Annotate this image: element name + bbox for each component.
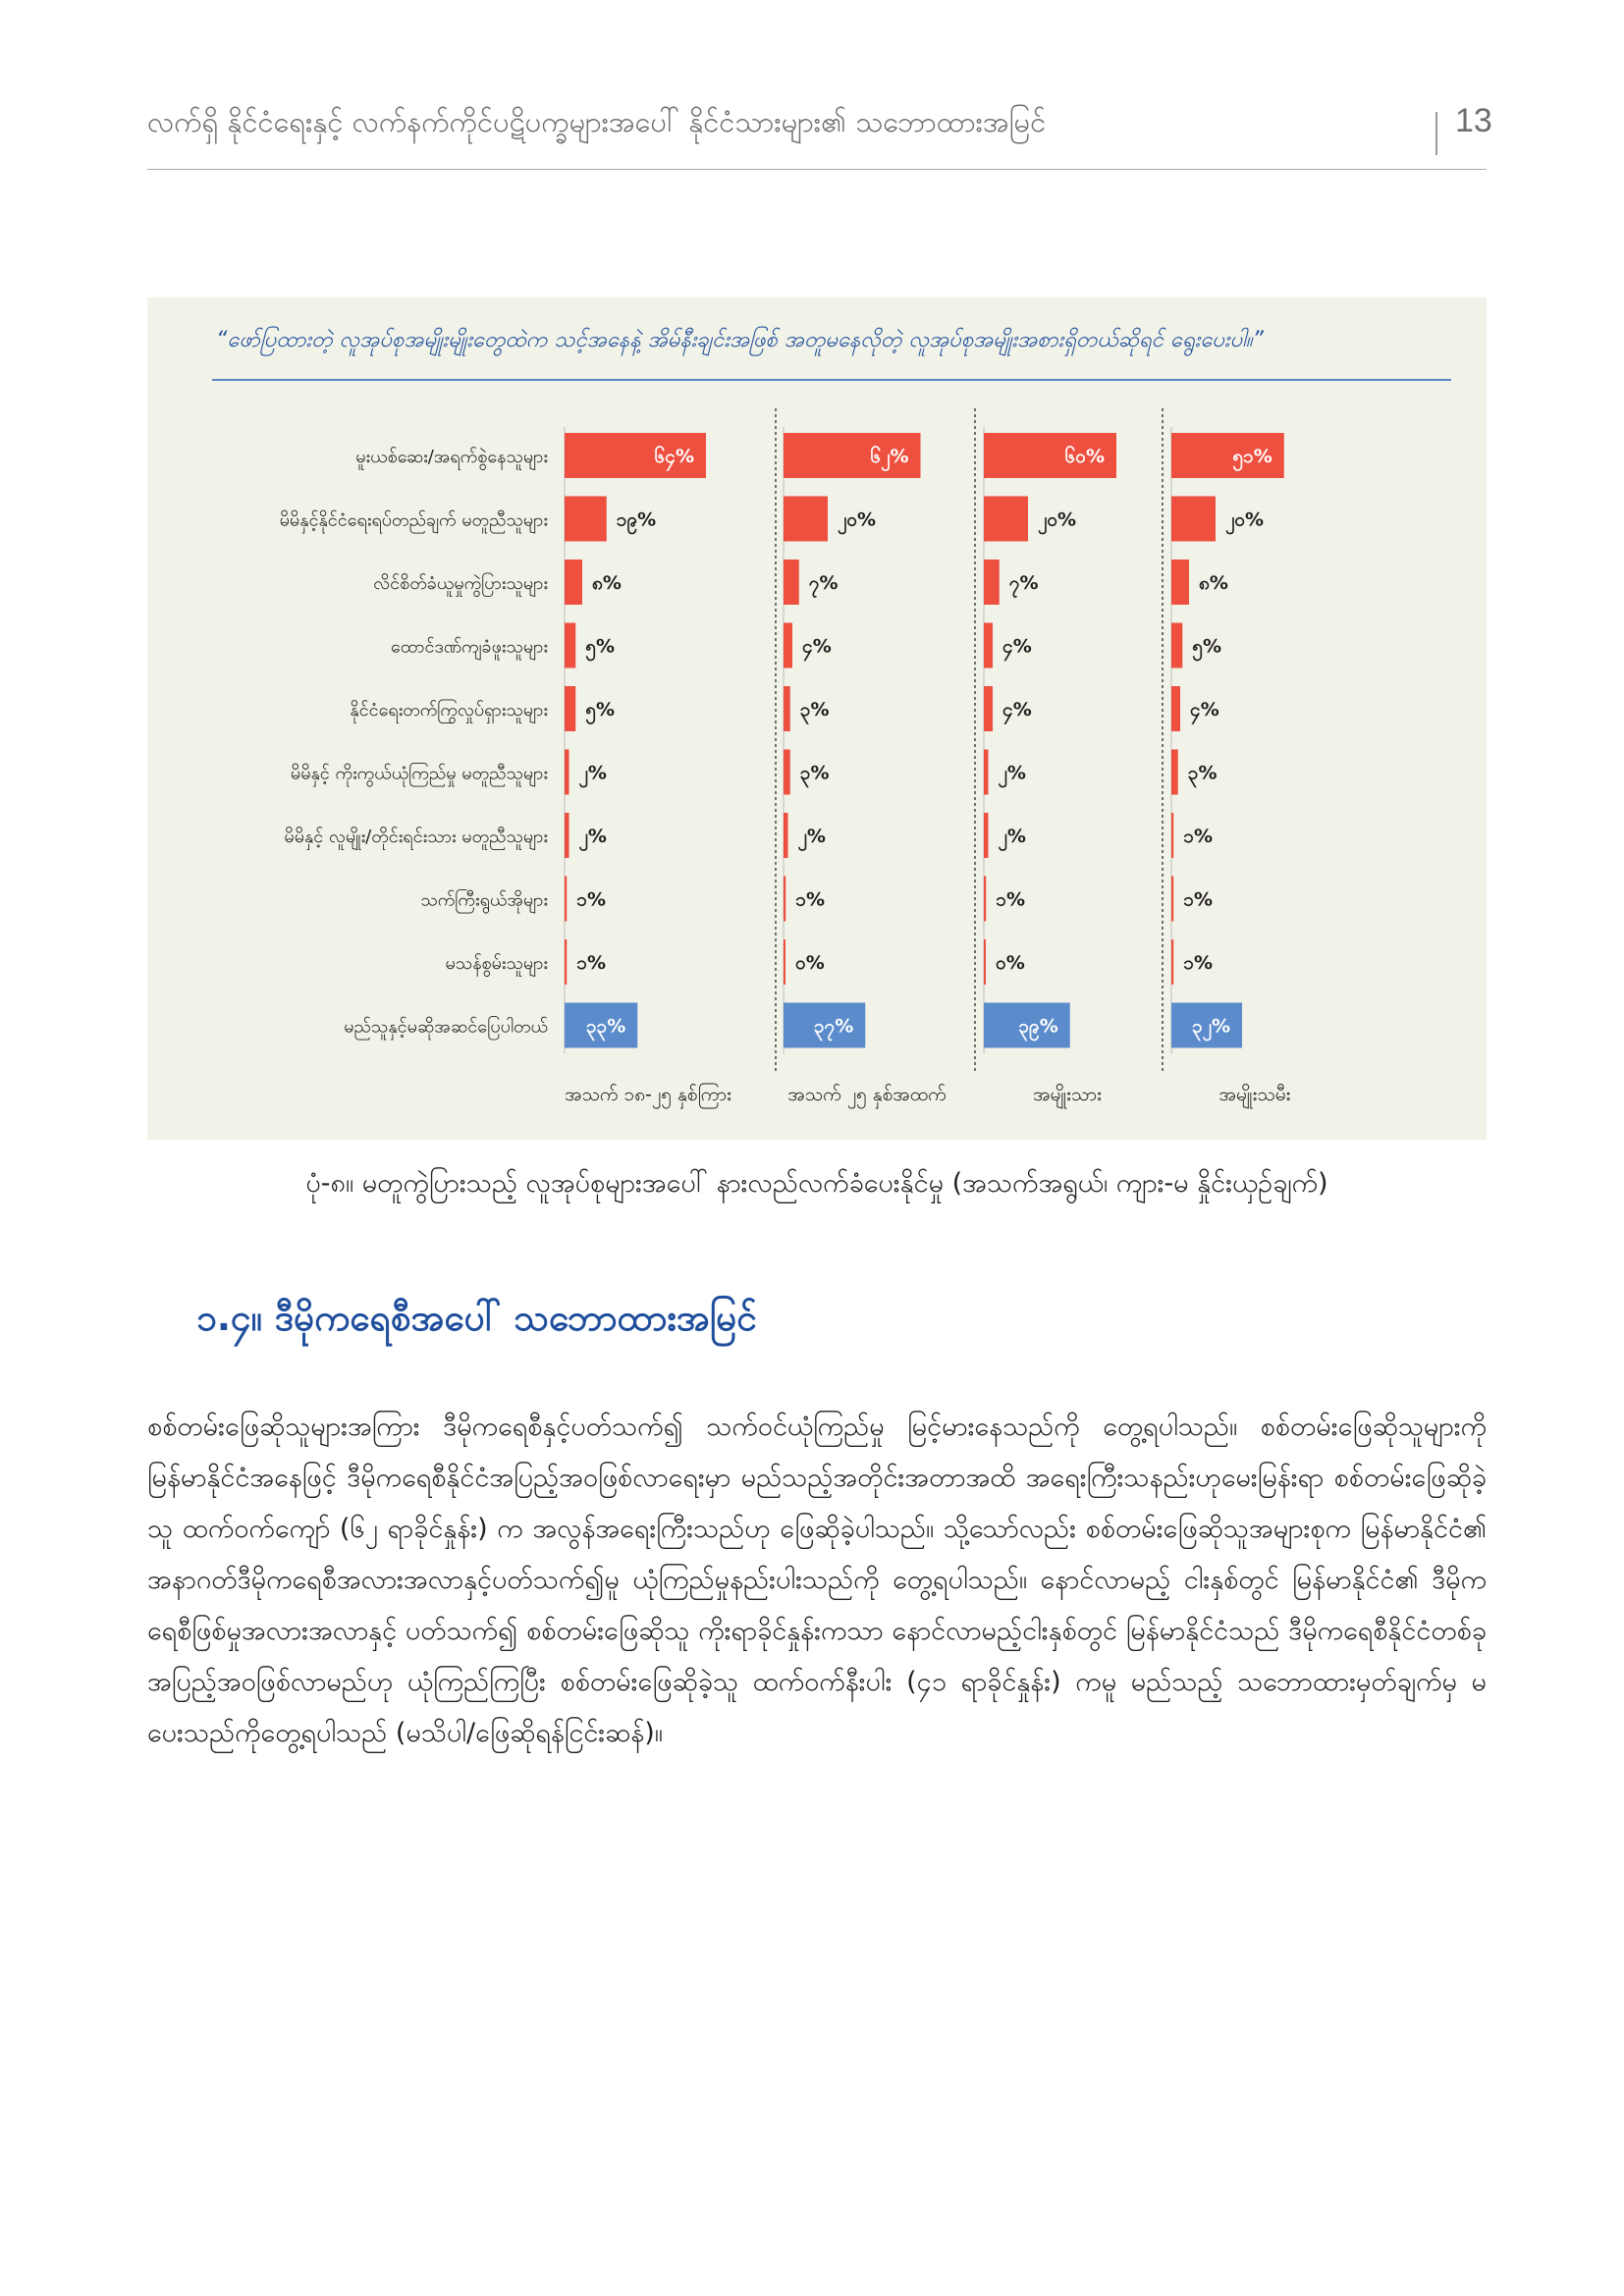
data-label: ၀%	[996, 952, 1025, 974]
category-label: မိမိနှင့် လူမျိုး/တိုင်းရင်းသား မတူညီသူများ	[284, 827, 548, 847]
data-label: ၀%	[795, 952, 825, 974]
bar	[1171, 623, 1182, 668]
header-rule	[147, 169, 1487, 170]
bar	[784, 497, 828, 542]
data-label: ၃၇%	[813, 1015, 854, 1038]
category-label: မသန်စွမ်းသူများ	[445, 953, 548, 974]
bar	[984, 939, 986, 985]
category-label: မိမိနှင့်နိုင်ငံရေးရပ်တည်ချက် မတူညီသူများ	[279, 509, 548, 531]
figure-caption: ပုံ-၈။ မတူကွဲပြားသည့် လူအုပ်စုများအပေါ် နားလည်လက်ခံပေးနိုင်မှု (အသက်အရွယ်၊ ကျား-မ နှိုင်းယှဉ်ချက်)	[305, 1168, 1328, 1199]
chart-panel	[147, 297, 1487, 1140]
chart-question: “ဖော်ပြထားတဲ့ လူအုပ်စုအမျိုးမျိုးတွေထဲက သင့်အနေနဲ့ အိမ်နီးချင်းအဖြစ် အတူမနေလိုတဲ့ လူအုပ်စုအမျိုးအစားရှိတယ်ဆိုရင် ရွေးပေးပါ။”	[216, 328, 1264, 352]
data-label: ၁၉%	[616, 508, 657, 531]
data-label: ၁%	[996, 888, 1025, 911]
data-label: ၁%	[576, 888, 606, 911]
data-label: ၄%	[802, 635, 832, 658]
category-label: နိုင်ငံရေးတက်ကြွလှုပ်ရှားသူများ	[350, 700, 548, 721]
data-label: ၆၀%	[1064, 446, 1105, 467]
data-label: ၇%	[1008, 572, 1039, 594]
bar	[565, 560, 582, 605]
category-label: မည်သူနှင့်မဆိုအဆင်ပြေပါတယ်	[344, 1016, 548, 1038]
data-label: ၇%	[808, 572, 839, 594]
bar	[1171, 686, 1180, 731]
series-label: အသက် ၂၅ နှစ်အထက်	[787, 1084, 947, 1105]
bar	[784, 560, 799, 605]
bar	[1171, 750, 1178, 795]
category-label: လိင်စိတ်ခံယူမှုကွဲပြားသူများ	[373, 573, 548, 594]
header-divider	[1435, 112, 1437, 155]
data-label: ၂%	[998, 826, 1026, 847]
bar	[984, 813, 989, 858]
category-label: သက်ကြီးရွယ်အိုများ	[420, 889, 548, 911]
data-label: ၃%	[1187, 762, 1218, 784]
bar	[784, 750, 790, 795]
bar	[565, 623, 575, 668]
body-paragraph: စစ်တမ်းဖြေဆိုသူများအကြား ဒီမိုကရေစီနှင့်ပတ်သက်၍ သက်ဝင်ယုံကြည်မှု မြင့်မားနေသည်ကို တွေ့ရပါသည်။ စစ်တမ်းဖြေဆိုသူများကို မြန်မာနိုင်ငံအနေဖြင့် ဒီမိုကရေစီနိုင်ငံအပြည့်အဝဖြစ်လာရေးမှာ မည်သည့်အတိုင်းအတာအထိ အရေးကြီးသနည်းဟုမေးမြန်းရာ စစ်တမ်းဖြေဆိုခဲ့သူ ထက်ဝက်ကျော် (၆၂ ရာခိုင်နှုန်း) က အလွန်အရေးကြီးသည်ဟု ဖြေဆိုခဲ့ပါသည်။ သို့သော်လည်း စစ်တမ်းဖြေဆိုသူအများစုက မြန်မာနိုင်ငံ၏ အနာဂတ်ဒီမိုကရေစီအလားအလာနှင့်ပတ်သက်၍မူ ယုံကြည်မှုနည်းပါးသည်ကို တွေ့ရပါသည်။ နောင်လာမည့် ငါးနှစ်တွင် မြန်မာနိုင်ငံ၏ ဒီမိုကရေစီဖြစ်မှုအလားအလာနှင့် ပတ်သက်၍ စစ်တမ်းဖြေဆိုသူ ကိုးရာခိုင်နှုန်းကသာ နောင်လာမည့်ငါးနှစ်တွင် မြန်မာနိုင်ငံသည် ဒီမိုကရေစီနိုင်ငံတစ်ခု အပြည့်အဝဖြစ်လာမည်ဟု ယုံကြည်ကြပြီး စစ်တမ်းဖြေဆိုခဲ့သူ ထက်ဝက်နီးပါး (၄၁ ရာခိုင်နှုန်း) ကမူ မည်သည့် သဘောထားမှတ်ချက်မှ မပေးသည်ကိုတွေ့ရပါသည် (မသိပါ/ဖြေဆိုရန်ငြင်းဆန်)။	[147, 1412, 1487, 1748]
series-label: အမျိုးသား	[1033, 1084, 1102, 1105]
data-label: ၂%	[578, 826, 607, 847]
data-label: ၂%	[797, 826, 826, 847]
bar	[1171, 813, 1173, 858]
data-label: ၂၀%	[838, 508, 877, 531]
bar	[984, 623, 993, 668]
bar	[784, 813, 788, 858]
data-label: ၆၄%	[654, 446, 694, 467]
data-label: ၅၁%	[1232, 446, 1272, 467]
data-label: ၈%	[1199, 572, 1228, 594]
category-label: ထောင်ဒဏ်ကျခံဖူးသူများ	[390, 636, 548, 658]
data-label: ၁%	[576, 952, 606, 974]
section-heading: ၁.၄။ ဒီမိုကရေစီအပေါ် သဘောထားအမြင်	[196, 1297, 757, 1339]
page-number: 13	[1455, 102, 1492, 139]
bar	[984, 877, 986, 922]
bar	[784, 939, 785, 985]
data-label: ၂၀%	[1225, 508, 1265, 531]
bar	[565, 497, 607, 542]
running-header-title: လက်ရှိ နိုင်ငံရေးနှင့် လက်နက်ကိုင်ပဋိပက္ခများအပေါ် နိုင်ငံသားများ၏ သဘောထားအမြင်	[147, 105, 1047, 138]
bar	[565, 813, 569, 858]
data-label: ၃၉%	[1018, 1015, 1058, 1038]
data-label: ၃%	[799, 699, 830, 721]
data-label: ၄%	[1002, 699, 1032, 721]
data-label: ၃၃%	[585, 1015, 626, 1038]
data-label: ၄%	[1190, 699, 1219, 721]
bar	[565, 939, 567, 985]
series-label: အမျိုးသမီး	[1218, 1084, 1291, 1105]
data-label: ၅%	[585, 699, 615, 721]
data-label: ၁%	[795, 888, 825, 911]
data-label: ၃%	[799, 762, 830, 784]
category-label: မိမိနှင့် ကိုးကွယ်ယုံကြည်မှု မတူညီသူများ	[290, 763, 548, 784]
data-label: ၁%	[1183, 952, 1213, 974]
series-label: အသက် ၁၈-၂၅ နှစ်ကြား	[565, 1084, 731, 1105]
category-label: မူးယစ်ဆေး/အရက်စွဲနေသူများ	[355, 447, 548, 467]
data-label: ၅%	[585, 635, 615, 658]
bar	[984, 560, 1000, 605]
bar	[565, 877, 567, 922]
data-label: ၁%	[1183, 888, 1213, 911]
data-label: ၆၂%	[870, 446, 909, 467]
data-label: ၂၀%	[1038, 508, 1077, 531]
bar	[984, 750, 989, 795]
bar	[1171, 877, 1173, 922]
bar	[984, 497, 1028, 542]
bar	[784, 686, 790, 731]
bar	[565, 750, 569, 795]
bar	[984, 686, 993, 731]
bar	[1171, 497, 1216, 542]
bar	[784, 623, 792, 668]
bar	[565, 686, 575, 731]
bar-chart	[147, 297, 1487, 1140]
data-label: ၂%	[998, 762, 1026, 784]
data-label: ၂%	[578, 762, 607, 784]
data-label: ၈%	[592, 572, 622, 594]
data-label: ၅%	[1192, 635, 1221, 658]
data-label: ၁%	[1183, 826, 1213, 847]
bar	[1171, 939, 1173, 985]
data-label: ၄%	[1002, 635, 1032, 658]
bar	[1171, 560, 1189, 605]
bar	[784, 877, 785, 922]
data-label: ၃၂%	[1191, 1015, 1230, 1038]
